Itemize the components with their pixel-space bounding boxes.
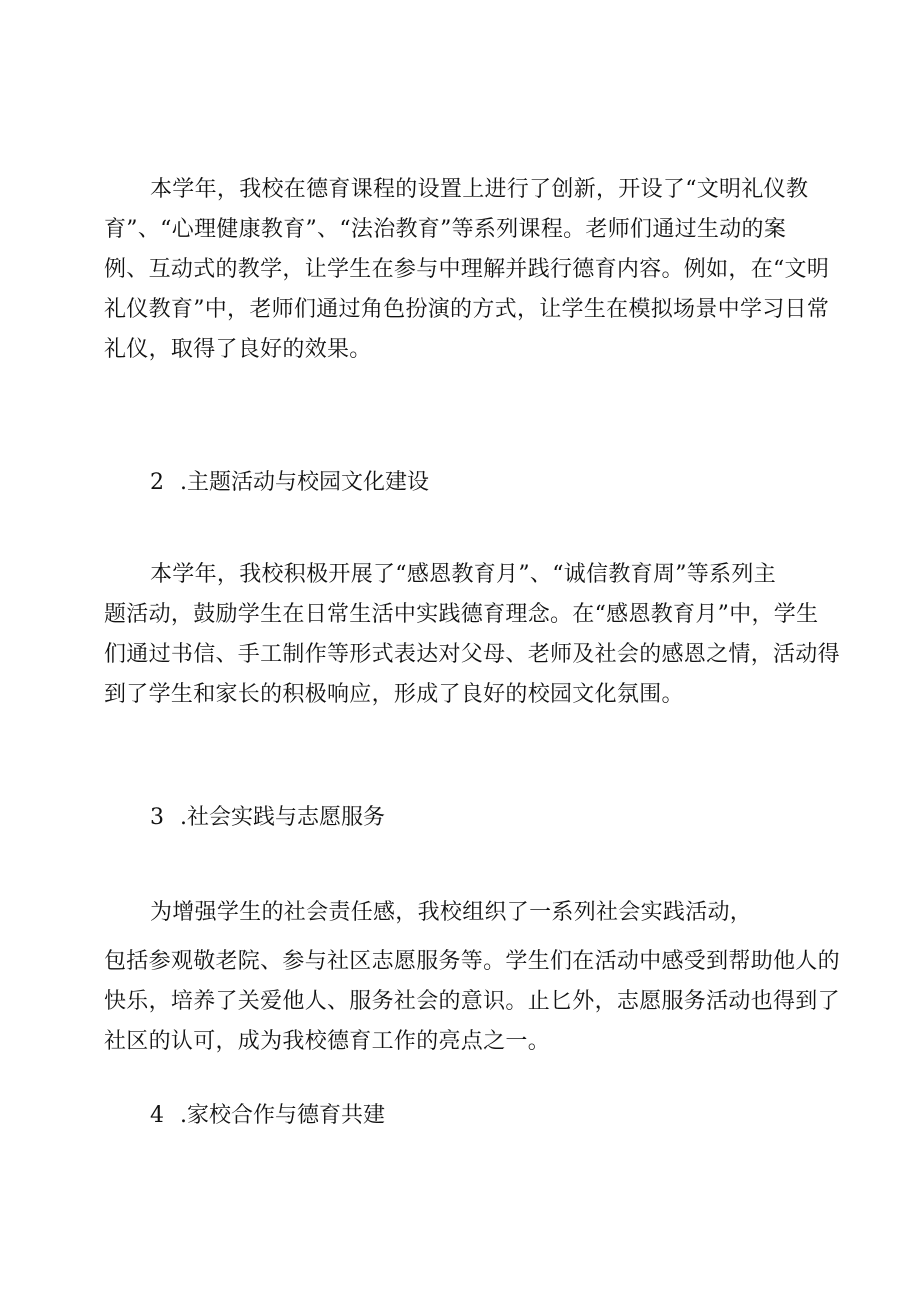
heading-title: .社会实践与志愿服务	[180, 805, 385, 830]
section-heading-3	[150, 798, 385, 838]
paragraph-line: 们通过书信、手工制作等形式表达对父母、老师及社会的感恩之情，活动得	[104, 642, 840, 667]
paragraph-themed-activities	[104, 555, 840, 715]
paragraph-line: 本学年，我校积极开展了“感恩教育月”、“诚信教育周”等系列主	[150, 562, 776, 587]
paragraph-line: 本学年，我校在德育课程的设置上进行了创新，开设了“文明礼仪教	[150, 177, 809, 202]
paragraph-social-practice-cont	[104, 942, 840, 1062]
heading-number: 3	[150, 805, 164, 830]
paragraph-line: 快乐，培养了关爱他人、服务社会的意识。止匕外，志愿服务活动也得到了	[104, 989, 840, 1014]
heading-title: .主题活动与校园文化建设	[180, 470, 429, 495]
paragraph-curriculum	[104, 170, 830, 370]
heading-title: .家校合作与德育共建	[180, 1103, 385, 1128]
paragraph-line: 包括参观敬老院、参与社区志愿服务等。学生们在活动中感受到帮助他人的	[104, 949, 840, 974]
paragraph-line: 为增强学生的社会责任感，我校组织了一系列社会实践活动，	[150, 900, 753, 925]
heading-number: 2	[150, 470, 164, 495]
paragraph-line: 育”、“心理健康教育”、“法治教育”等系列课程。老师们通过生动的案	[104, 217, 787, 242]
paragraph-line: 例、互动式的教学，让学生在参与中理解并践行德育内容。例如，在“文明	[104, 257, 830, 282]
section-heading-4	[150, 1096, 385, 1136]
paragraph-social-practice	[104, 893, 822, 933]
paragraph-line: 到了学生和家长的积极响应，形成了良好的校园文化氛围。	[104, 682, 684, 707]
paragraph-line: 题活动，鼓励学生在日常生活中实践德育理念。在“感恩教育月”中，学生	[104, 602, 819, 627]
paragraph-line: 社区的认可，成为我校德育工作的亮点之一。	[104, 1029, 551, 1054]
heading-number: 4	[150, 1103, 164, 1128]
paragraph-line: 礼仪教育”中，老师们通过角色扮演的方式，让学生在模拟场景中学习日常	[104, 297, 830, 322]
paragraph-line: 礼仪，取得了良好的效果。	[104, 337, 372, 362]
section-heading-2	[150, 463, 429, 503]
